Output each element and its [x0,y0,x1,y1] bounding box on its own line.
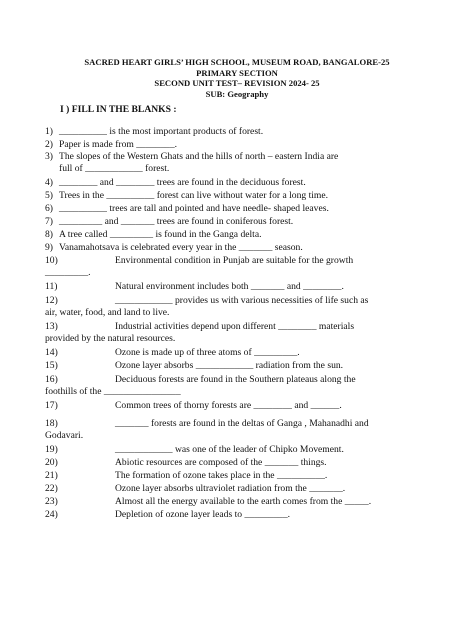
question-item [45,321,354,344]
question-continuation: provided by the natural resources. [45,332,176,344]
question-item [45,509,290,521]
question-number: 6) [45,203,53,214]
question-number: 21) [45,470,58,481]
question-item [45,457,327,469]
question-number: 20) [45,457,58,468]
question-number: 23) [45,496,58,507]
question-number: 5) [45,190,53,201]
question-item [45,151,338,174]
school-header [0,57,474,99]
question-item [45,374,356,397]
question-text: Industrial activities depend upon different ________ materials [115,321,355,332]
question-number: 17) [45,400,58,411]
question-text: Natural environment includes both _______ and ________. [115,281,344,292]
question-number: 9) [45,242,53,253]
question-number: 11) [45,281,58,292]
question-item [45,483,345,495]
question-item [45,139,177,151]
question-continuation: foothills of the ________________ [45,385,181,397]
question-item [45,496,371,508]
question-number: 19) [45,444,58,455]
question-number: 1) [45,126,53,137]
question-text: _________ and _______ trees are found in coniferous forest. [59,216,294,227]
section-title: I ) FILL IN THE BLANKS : [60,104,177,115]
question-continuation: _________. [45,266,91,278]
question-number: 15) [45,360,58,371]
question-number: 22) [45,483,58,494]
question-text: Ozone layer absorbs ultraviolet radiation from the _______. [115,483,346,494]
question-text: Paper is made from ________. [59,139,178,150]
question-text: Common trees of thorny forests are ________ and ______. [115,400,342,411]
question-item [45,295,368,318]
question-item [45,400,342,412]
section-name: PRIMARY SECTION [196,67,278,78]
question-item [45,229,261,241]
question-text: Ozone is made up of three atoms of _________. [115,347,300,358]
question-number: 12) [45,295,58,306]
subject-name: SUB: Geography [205,88,269,99]
question-text: Ozone layer absorbs ____________ radiation from the sun. [115,360,344,371]
question-text: Deciduous forests are found in the Southern plateaus along the [115,374,356,385]
school-name: SACRED HEART GIRLS’ HIGH SCHOOL, MUSEUM ROAD, BANGALORE-25 [84,57,390,67]
question-text: Environmental condition in Punjab are suitable for the growth [115,255,354,266]
question-continuation: Godavari. [45,429,84,441]
question-item [45,281,344,293]
question-number: 2) [45,139,53,150]
question-text: __________ is the most important products of forest. [59,126,264,137]
test-name: SECOND UNIT TEST– REVISION 2024- 25 [154,78,320,89]
question-text: _______ forests are found in the deltas of Ganga , Mahanadhi and [115,418,369,429]
question-continuation: full of ____________ forest. [59,162,170,174]
question-text: Depletion of ozone layer leads to _________. [115,509,291,520]
question-number: 4) [45,177,53,188]
question-item [45,203,329,215]
question-number: 10) [45,255,58,266]
question-text: __________ trees are tall and pointed and have needle- shaped leaves. [59,203,329,214]
question-item [45,444,344,456]
question-text: Trees in the __________ forest can live without water for a long time. [59,190,329,201]
question-number: 13) [45,321,58,332]
question-item [45,242,303,254]
question-text: A tree called _________ is found in the Ganga delta. [59,229,262,240]
question-number: 16) [45,374,58,385]
question-item [45,255,353,278]
question-number: 14) [45,347,58,358]
question-text: Vanamahotsava is celebrated every year in the _______ season. [59,242,303,253]
question-item [45,177,306,189]
question-text: Almost all the energy available to the earth comes from the _____. [115,496,372,507]
question-text: ____________ provides us with various necessities of life such as [115,295,369,306]
question-text: ____________ was one of the leader of Chipko Movement. [115,444,344,455]
question-text: The slopes of the Western Ghats and the hills of north – eastern India are [59,151,339,162]
question-item [45,470,327,482]
question-text: Abiotic resources are composed of the _______ things. [115,457,327,468]
question-item [45,347,300,359]
question-continuation: air, water, food, and land to live. [45,306,170,318]
question-item [45,418,369,441]
question-item [45,360,343,372]
question-number: 7) [45,216,53,227]
question-number: 18) [45,418,58,429]
question-text: The formation of ozone takes place in the __________. [115,470,328,481]
question-text: ________ and ________ trees are found in the deciduous forest. [59,177,306,188]
question-item [45,190,328,202]
question-number: 8) [45,229,53,240]
question-number: 3) [45,151,53,162]
question-number: 24) [45,509,58,520]
question-item [45,126,263,138]
question-item [45,216,293,228]
